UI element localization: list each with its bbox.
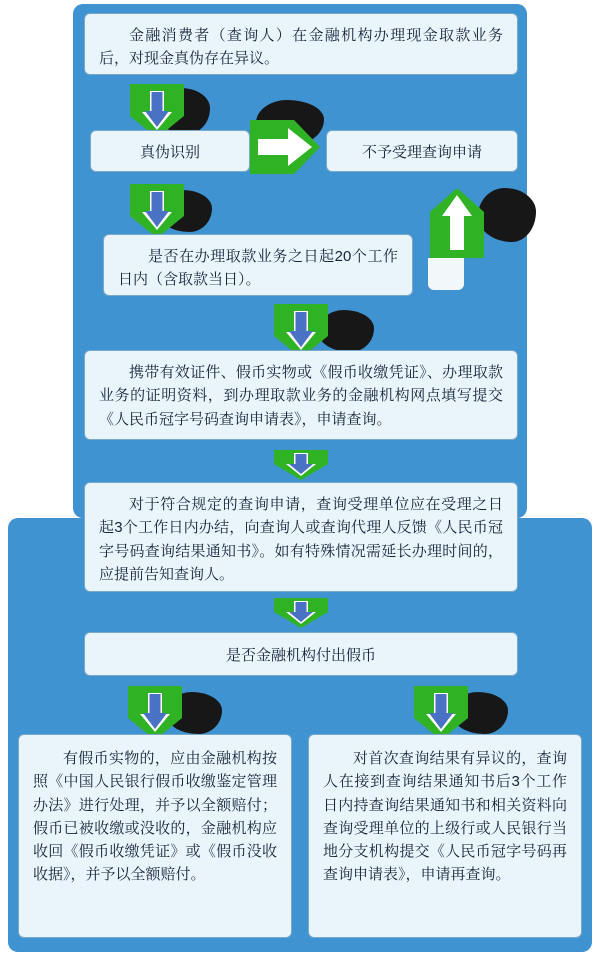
arrow-process-to-isfake	[272, 596, 330, 630]
node-result-left-text: 有假币实物的，应由金融机构按照《中国人民银行假币收缴鉴定管理办法》进行处理，并予以全额赔付；假币已被收缴或没收的，金融机构应收回《假币收缴凭证》或《假币没收收据》，并予以全额赔付。	[33, 750, 277, 884]
node-process	[84, 482, 518, 592]
node-within20-text: 是否在办理取款业务之日起20个工作日内（含取款当日）。	[118, 248, 398, 289]
node-start-text: 金融消费者（查询人）在金融机构办理现金取款业务后，对现金真伪存在异议。	[99, 27, 503, 68]
node-result-right	[308, 734, 582, 938]
node-process-text: 对于符合规定的查询申请，查询受理单位应在受理之日起3个工作日内办结，向查询人或查询代理人反馈《人民币冠字号码查询结果通知书》。如有特殊情况需延长办理时间的，应提前告知查询人。	[99, 496, 503, 583]
node-reject-text: 不予受理查询申请	[361, 144, 482, 161]
node-within20	[103, 234, 413, 296]
node-result-right-text: 对首次查询结果有异议的，查询人在接到查询结果通知书后3个工作日内持查询结果通知书和相关资料向查询受理单位的上级行或人民银行当地分支机构提交《人民币冠字号码再查询申请表》，申请再查询。	[323, 750, 567, 884]
node-isfake-text: 是否金融机构付出假币	[225, 647, 376, 664]
node-apply	[84, 350, 518, 440]
node-apply-text: 携带有效证件、假币实物或《假币收缴凭证》、办理取款业务的证明资料，到办理取款业务的金融机构网点填写提交《人民币冠字号码查询申请表》，申请查询。	[99, 364, 503, 428]
arrow-up-stub	[428, 258, 464, 290]
node-reject	[326, 130, 518, 172]
arrow-identify-to-within20	[128, 182, 186, 240]
node-isfake	[84, 632, 518, 676]
arrow-reject-up	[428, 186, 486, 260]
node-identify-text: 真伪识别	[139, 144, 200, 161]
node-identify	[90, 130, 250, 172]
arrow-apply-to-process	[272, 448, 330, 482]
node-start	[84, 13, 518, 75]
arrow-identify-to-reject	[248, 118, 322, 176]
shadow-blob-4	[478, 188, 536, 242]
node-result-left	[18, 734, 292, 938]
